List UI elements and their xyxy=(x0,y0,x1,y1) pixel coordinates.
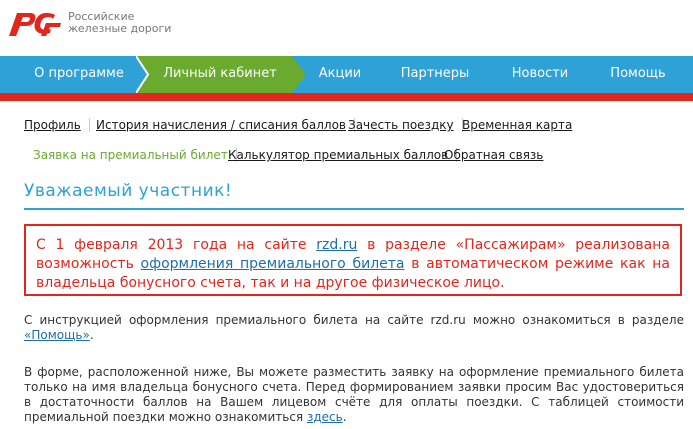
brand-line-2: железные дороги xyxy=(68,22,172,35)
subnav-points-calculator[interactable]: Калькулятор премиальных баллов xyxy=(228,148,457,162)
subnav-credit-trip[interactable]: Зачесть поездку xyxy=(348,118,463,132)
instruction-paragraph xyxy=(24,313,684,343)
subnav-temporary-card[interactable]: Временная карта xyxy=(462,118,573,132)
notice-text-3: в автоматическом режиме как на владельца бонусного счета, так и на другое физическое лицо. xyxy=(36,256,670,291)
nav-item-partners[interactable]: Партнеры xyxy=(400,66,470,81)
brand-name xyxy=(68,11,171,35)
site-header xyxy=(0,0,693,56)
notice-text-2: в разделе «Пассажирам» реализована возможность xyxy=(36,237,670,272)
premium-ticket-link[interactable]: оформления премиального билета xyxy=(140,256,405,272)
nav-item-news[interactable]: Новости xyxy=(511,66,569,81)
price-table-link[interactable]: здесь xyxy=(306,410,343,424)
subnav-premium-ticket-request[interactable]: Заявка на премиальный билет xyxy=(33,148,237,162)
brand-line-1: Российские xyxy=(68,10,135,23)
page-title: Уважаемый участник! xyxy=(24,180,684,210)
nav-item-about[interactable]: О программе xyxy=(34,66,124,81)
rzd-logo-icon[interactable] xyxy=(6,9,62,39)
help-section-link[interactable]: «Помощь» xyxy=(24,328,90,342)
form-info-tail: . xyxy=(342,410,347,424)
subnav-points-history[interactable]: История начисления / списания баллов xyxy=(96,118,355,132)
instruction-text: С инструкцией оформления премиального билета на сайте rzd.ru можно ознакомиться в разделе xyxy=(24,313,684,327)
form-info-paragraph xyxy=(24,365,684,425)
notice-text-1: С 1 февраля 2013 года на сайте xyxy=(36,237,317,253)
notice-box xyxy=(24,224,682,296)
subnav-feedback[interactable]: Обратная связь xyxy=(444,148,544,162)
nav-item-help[interactable]: Помощь xyxy=(610,66,666,81)
rzd-link[interactable]: rzd.ru xyxy=(316,237,358,253)
subnav-profile[interactable]: Профиль xyxy=(24,118,90,132)
nav-red-bar xyxy=(0,93,693,101)
instruction-tail: . xyxy=(89,328,94,342)
form-info-text: В форме, расположенной ниже, Вы можете разместить заявку на оформление премиального билета только на имя владельца бонусного счета. Перед формированием заявки просим Вас удостовериться в достаточности баллов на Вашем лицевом счёте для оплаты поездки. С таблицей стоимости премиальной поездки можно ознакомиться xyxy=(24,365,684,424)
nav-item-promotions[interactable]: Акции xyxy=(318,66,362,81)
nav-item-personal-cabinet[interactable]: Личный кабинет xyxy=(163,66,277,81)
